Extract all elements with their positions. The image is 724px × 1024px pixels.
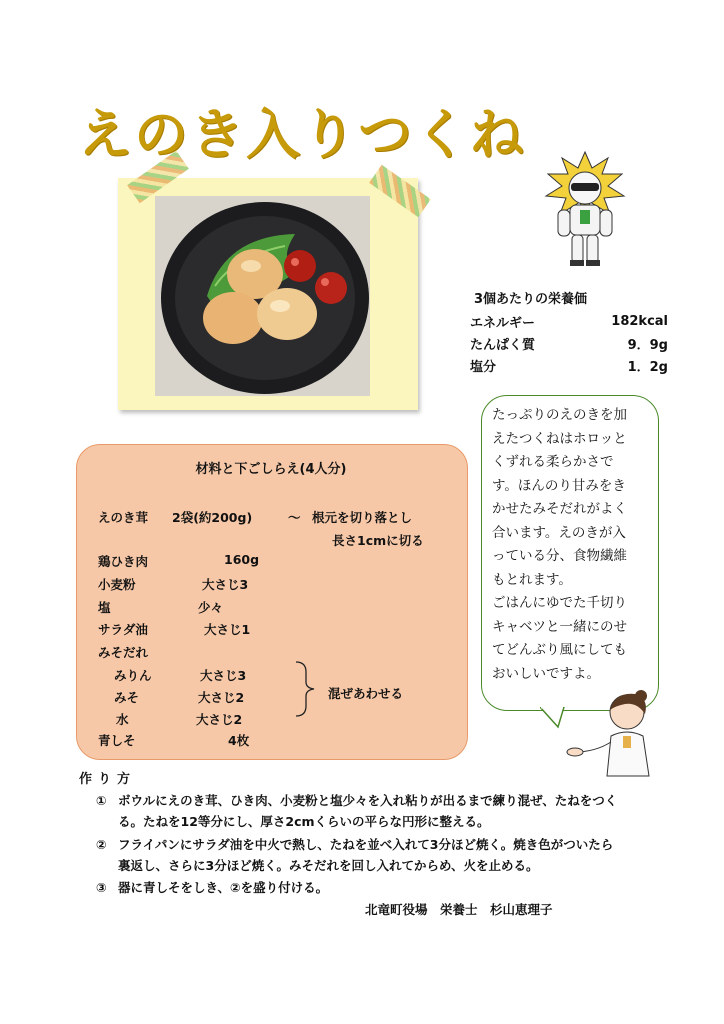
nutrition-value: 9．9g	[627, 337, 668, 353]
nutrition-row-protein	[462, 332, 672, 354]
sauce-item-amount: 大さじ2	[196, 712, 243, 727]
sauce-item-name: みそ	[114, 690, 140, 705]
speech-bubble-text	[492, 404, 652, 686]
nutrition-row-salt	[462, 354, 672, 376]
sauce-item-amount: 大さじ2	[198, 690, 245, 705]
ingredient-amount: 2袋(約200g)	[172, 510, 253, 525]
ingredients-title: 材料と下ごしらえ(4人分)	[195, 462, 347, 477]
ingredient-amount: 大さじ3	[202, 577, 249, 592]
sauce-note: 混ぜあわせる	[328, 686, 404, 701]
nutrition-label: 塩分	[470, 359, 497, 375]
ingredient-amount: 4枚	[228, 733, 250, 748]
step-number: ①	[96, 793, 107, 808]
bubble-line: ごはんにゆでた千切り	[492, 595, 627, 611]
step-number: ②	[96, 837, 107, 852]
step-text: 裏返し、さらに3分ほど焼く。みそだれを回し入れてからめ、火を止める。	[118, 858, 539, 873]
method-step	[96, 877, 661, 898]
ingredient-prep: 根元を切り落とし	[312, 510, 413, 525]
sauce-name: みそだれ	[98, 645, 149, 660]
nutrition-heading: 3個あたりの栄養価	[474, 292, 588, 307]
method-step	[96, 834, 661, 876]
nutrition-info	[462, 288, 672, 376]
ingredient-name: サラダ油	[98, 622, 148, 637]
step-text: ボウルにえのき茸、ひき肉、小麦粉と塩少々を入れ粘りが出るまで練り混ぜ、たねをつく	[118, 793, 618, 808]
ingredient-tilde: ～	[288, 510, 301, 525]
bubble-line: っている分、食物繊維	[492, 548, 627, 564]
nutrition-label: たんぱく質	[470, 337, 536, 353]
ingredient-amount: 少々	[198, 600, 224, 615]
ingredient-name: えのき茸	[98, 510, 149, 525]
nutritionist-illustration	[565, 690, 665, 780]
bubble-line: かせたみそだれがよく	[492, 501, 627, 517]
bubble-line: たっぷりのえのきを加	[492, 407, 627, 423]
ingredient-name: 鶏ひき肉	[98, 554, 149, 569]
mascot-illustration	[540, 150, 630, 270]
ingredient-name: 小麦粉	[98, 577, 136, 592]
ingredient-prep: 長さ1cmに切る	[332, 533, 424, 548]
ingredients-box	[76, 444, 468, 760]
ingredient-amount: 大さじ1	[204, 622, 251, 637]
author-credit: 北竜町役場 栄養士 杉山恵理子	[365, 902, 553, 917]
sauce-brace	[294, 660, 318, 718]
bubble-line: くずれる柔らかさで	[492, 454, 614, 470]
bubble-line: もとれます。	[492, 571, 572, 588]
ingredient-name: 青しそ	[98, 733, 136, 748]
nutrition-row-energy	[462, 310, 672, 332]
bubble-line: てどんぶり風にしても	[492, 642, 627, 658]
sauce-item-amount: 大さじ3	[200, 668, 247, 683]
bubble-line: す。ほんのり甘みをき	[492, 477, 626, 494]
ingredient-name: 塩	[98, 600, 111, 615]
bubble-line: おいしいですよ。	[492, 665, 600, 682]
nutrition-value: 1．2g	[627, 359, 668, 375]
nutrition-value: 182kcal	[611, 313, 668, 329]
method-step	[96, 790, 661, 832]
step-text: 器に青しそをしき、②を盛り付ける。	[118, 880, 329, 895]
ingredient-amount: 160g	[224, 552, 260, 567]
step-text: る。たねを12等分にし、厚さ2cmくらいの平らな円形に整える。	[118, 814, 490, 829]
step-number: ③	[96, 880, 107, 895]
nutrition-label: エネルギー	[470, 315, 536, 331]
sauce-item-name: みりん	[114, 668, 152, 683]
method-heading: 作り方	[79, 772, 137, 787]
page-title: えのき入りつくね	[78, 103, 526, 166]
sauce-item-name: 水	[116, 712, 129, 727]
step-text: フライパンにサラダ油を中火で熱し、たねを並べ入れて3分ほど焼く。焼き色がついたら	[118, 837, 614, 852]
bubble-line: 合います。えのきが入	[492, 524, 626, 541]
food-photo	[155, 196, 370, 396]
bubble-line: えたつくねはホロッと	[492, 430, 627, 447]
bubble-line: キャベツと一緒にのせ	[492, 618, 627, 635]
